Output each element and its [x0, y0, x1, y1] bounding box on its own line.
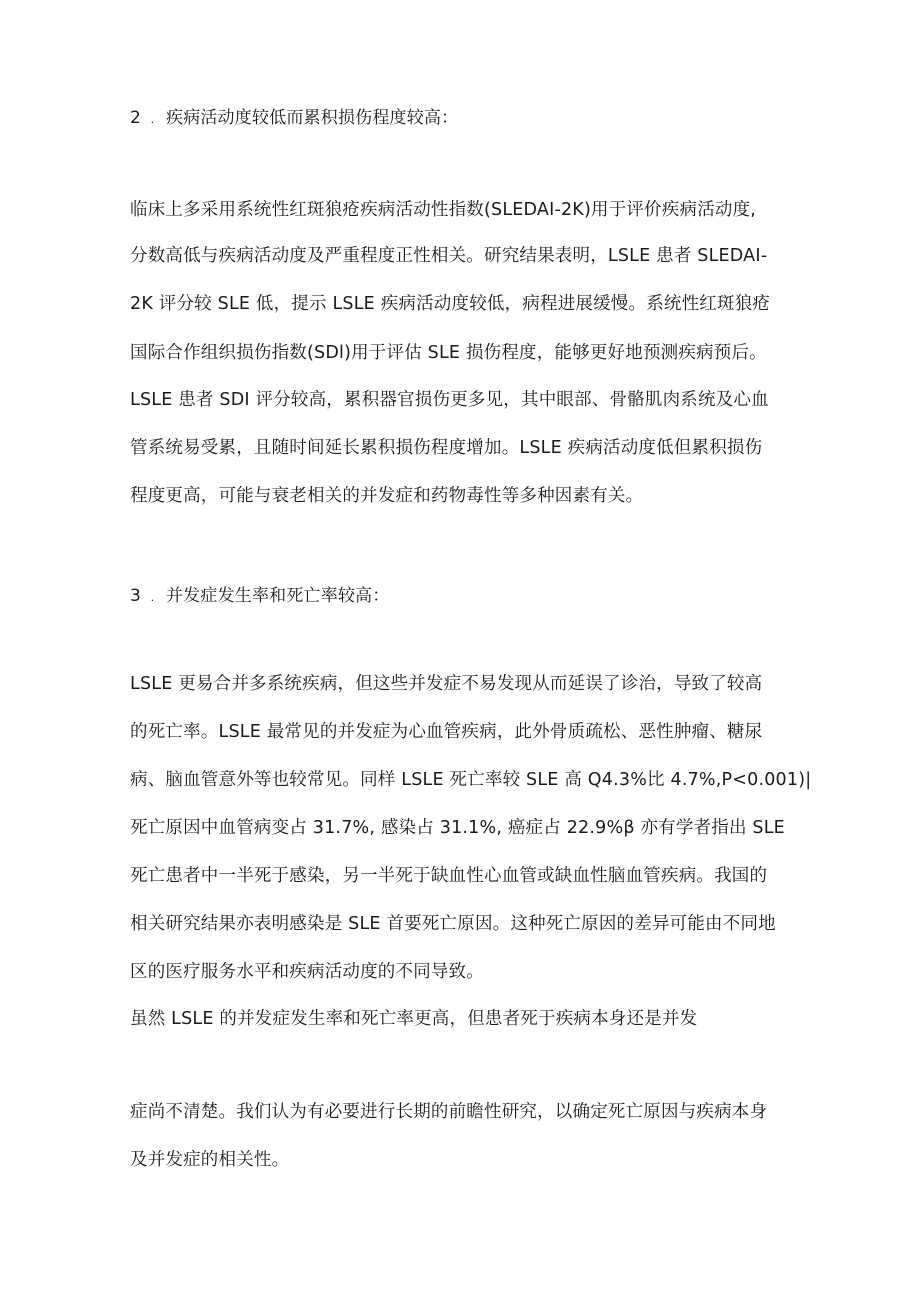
section-3-number: 3	[130, 586, 142, 606]
section-2-line: 管系统易受累，且随时间延长累积损伤程度增加。LSLE 疾病活动度低但累积损伤	[130, 438, 763, 458]
section-2-line: LSLE 患者 SDI 评分较高，累积器官损伤更多见，其中眼部、骨骼肌肉系统及心血	[130, 390, 769, 410]
section-3-title: 并发症发生率和死亡率较高：	[165, 586, 390, 606]
section-2-heading	[130, 103, 458, 128]
section-2-separator: .	[150, 113, 155, 126]
section-2-line: 程度更高，可能与衰老相关的并发症和药物毒性等多种因素有关。	[130, 486, 644, 506]
section-3-line: 相关研究结果亦表明感染是 SLE 首要死亡原因。这种死亡原因的差异可能由不同地	[130, 914, 776, 934]
section-3-heading	[130, 581, 390, 606]
section-2-line: 2K 评分较 SLE 低，提示 LSLE 疾病活动度较低，病程进展缓慢。系统性红斑狼疮	[130, 294, 771, 314]
section-3-line: 死亡患者中一半死于感染，另一半死于缺血性心血管或缺血性脑血管疾病。我国的	[130, 866, 768, 886]
section-2-title: 疾病活动度较低而累积损伤程度较高：	[165, 108, 459, 128]
section-3-line: 及并发症的相关性。	[130, 1150, 290, 1170]
section-2-line: 临床上多采用系统性红斑狼疮疾病活动性指数(SLEDAI-2K)用于评价疾病活动度,	[130, 200, 757, 220]
section-3-line: 虽然 LSLE 的并发症发生率和死亡率更高，但患者死于疾病本身还是并发	[130, 1009, 698, 1029]
section-3-line: 的死亡率。LSLE 最常见的并发症为心血管疾病，此外骨质疏松、恶性肿瘤、糖尿	[130, 722, 763, 742]
section-3-line: 死亡原因中血管病变占 31.7%, 感染占 31.1%, 癌症占 22.9%β 亦有学者指出 SLE	[130, 818, 785, 838]
section-2-line: 国际合作组织损伤指数(SDl)用于评估 SLE 损伤程度，能够更好地预测疾病预后。	[130, 343, 767, 363]
section-2-number: 2	[130, 108, 142, 128]
section-3-line: 病、脑血管意外等也较常见。同样 LSLE 死亡率较 SLE 高 Q4.3%比 4.7%,P<0.001)|	[130, 770, 812, 790]
section-3-separator: .	[150, 591, 155, 604]
section-3-line: 区的医疗服务水平和疾病活动度的不同导致。	[130, 962, 484, 982]
section-2-line: 分数高低与疾病活动度及严重程度正性相关。研究结果表明，LSLE 患者 SLEDAI-	[130, 246, 768, 266]
section-3-line: LSLE 更易合并多系统疾病，但这些并发症不易发现从而延误了诊治，导致了较高	[130, 674, 763, 694]
section-3-line: 症尚不清楚。我们认为有必要进行长期的前瞻性研究，以确定死亡原因与疾病本身	[130, 1102, 768, 1122]
